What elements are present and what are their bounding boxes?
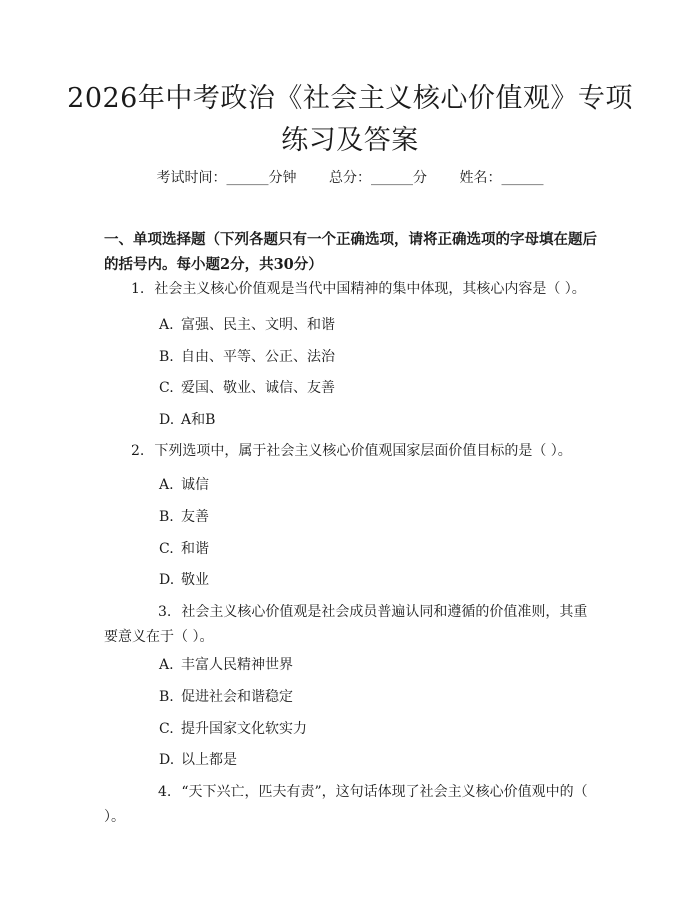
option-letter: C. [159,380,174,396]
option-text: 自由、平等、公正、法治 [181,349,335,365]
question-2-option-c [159,538,209,558]
option-text: 提升国家文化软实力 [181,721,307,737]
question-1-option-d [159,409,215,429]
option-text: 促进社会和谐稳定 [181,689,293,705]
question-1-option-b [159,346,335,366]
option-text: 敬业 [181,572,209,588]
option-text: 爱国、敬业、诚信、友善 [181,380,335,396]
option-text: 友善 [181,509,209,525]
option-text: 富强、民主、文明、和谐 [181,317,335,333]
question-2-option-a [159,474,209,494]
question-3-option-d [159,749,237,769]
question-2 [131,439,601,464]
option-letter: C. [159,541,174,557]
question-text: 下列选项中，属于社会主义核心价值观国家层面价值目标的是（ ）。 [154,443,572,459]
exam-info [0,167,700,187]
question-4 [104,780,600,830]
option-text: 以上都是 [181,752,237,768]
question-number: 4. [158,784,172,800]
option-letter: D. [159,752,175,768]
section-heading: 一、单项选择题（下列各题只有一个正确选项，请将正确选项的字母填在题后的括号内。每小题2分，共30分） [104,231,597,273]
option-text: 诚信 [181,477,209,493]
question-text: 社会主义核心价值观是当代中国精神的集中体现，其核心内容是（ ）。 [154,281,586,297]
question-1 [131,277,601,302]
option-letter: B. [159,349,174,365]
exam-time-field: 考试时间：______分钟 [156,170,297,186]
question-2-option-d [159,569,209,589]
question-3 [104,600,600,650]
question-number: 1. [131,281,145,297]
option-letter: D. [159,572,175,588]
option-letter: C. [159,721,174,737]
option-text: 和谐 [181,541,209,557]
question-3-option-b [159,686,293,706]
question-3-option-a [159,654,293,674]
question-number: 3. [158,604,172,620]
option-letter: B. [159,689,174,705]
question-text: 社会主义核心价值观是社会成员普遍认同和遵循的价值准则，其重要意义在于（ ）。 [104,604,588,645]
question-text: “天下兴亡，匹夫有责”，这句话体现了社会主义核心价值观中的（ ）。 [104,784,588,825]
option-letter: A. [159,317,174,333]
option-letter: D. [159,412,175,428]
question-3-option-c [159,718,307,738]
student-name-field: 姓名：______ [459,170,544,186]
question-1-option-c [159,377,335,397]
option-text: A和B [181,412,216,428]
document-title: 2026年中考政治《社会主义核心价值观》专项练习及答案 [67,83,633,156]
question-1-option-a [159,314,335,334]
option-letter: A. [159,477,174,493]
question-number: 2. [131,443,145,459]
option-letter: A. [159,657,174,673]
question-2-option-b [159,506,209,526]
option-letter: B. [159,509,174,525]
option-text: 丰富人民精神世界 [181,657,293,673]
total-score-field: 总分：______分 [329,170,427,186]
